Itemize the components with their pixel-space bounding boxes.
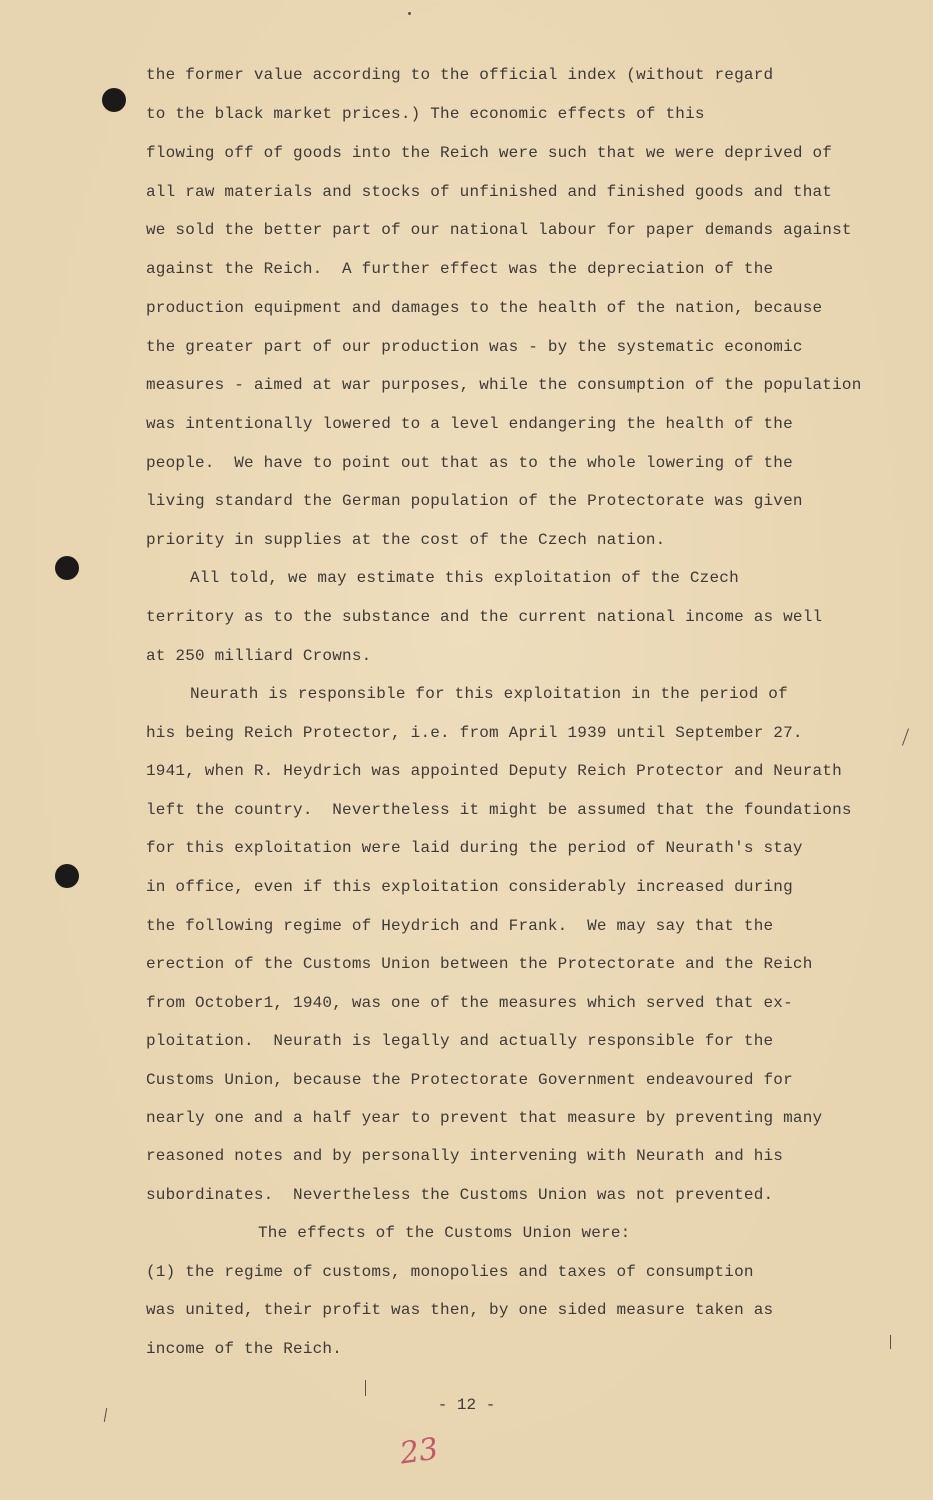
pencil-mark (365, 1380, 366, 1396)
text-line: flowing off of goods into the Reich were such that we were deprived of (146, 144, 833, 162)
handwritten-page-number: 23 (397, 1431, 441, 1472)
text-line: against the Reich. A further effect was the depreciation of the (146, 260, 774, 278)
text-line: to the black market prices.) The economic effects of this (146, 105, 705, 123)
text-line: territory as to the substance and the current national income as well (146, 608, 823, 626)
text-line: the following regime of Heydrich and Frank. We may say that the (146, 917, 774, 935)
text-line: from October1, 1940, was one of the measures which served that ex- (146, 994, 793, 1012)
text-line: priority in supplies at the cost of the Czech nation. (146, 531, 666, 549)
text-line: was intentionally lowered to a level endangering the health of the (146, 415, 793, 433)
punch-hole-middle (55, 556, 79, 580)
text-line: for this exploitation were laid during the period of Neurath's stay (146, 839, 803, 857)
pencil-mark (890, 1335, 891, 1349)
text-line: erection of the Customs Union between the Protectorate and the Reich (146, 955, 813, 973)
text-line: reasoned notes and by personally intervening with Neurath and his (146, 1147, 784, 1165)
page-number: - 12 - (437, 1396, 496, 1414)
text-line: measures - aimed at war purposes, while the consumption of the population (146, 376, 862, 394)
text-line: we sold the better part of our national labour for paper demands against (146, 221, 852, 239)
text-line: his being Reich Protector, i.e. from April 1939 until September 27. (146, 724, 803, 742)
text-line: production equipment and damages to the health of the nation, because (146, 299, 823, 317)
text-line: people. We have to point out that as to the whole lowering of the (146, 454, 793, 472)
text-line: (1) the regime of customs, monopolies and taxes of consumption (146, 1263, 754, 1281)
text-line: living standard the German population of the Protectorate was given (146, 492, 803, 510)
pencil-mark (902, 728, 909, 745)
text-line: was united, their profit was then, by one sided measure taken as (146, 1301, 774, 1319)
text-line: The effects of the Customs Union were: (258, 1224, 631, 1242)
punch-hole-top (102, 88, 126, 112)
text-line: subordinates. Nevertheless the Customs Union was not prevented. (146, 1186, 774, 1204)
text-line: ploitation. Neurath is legally and actually responsible for the (146, 1032, 774, 1050)
text-line: at 250 milliard Crowns. (146, 647, 372, 665)
text-line: left the country. Nevertheless it might be assumed that the foundations (146, 801, 852, 819)
text-line: Customs Union, because the Protectorate Government endeavoured for (146, 1071, 793, 1089)
punch-hole-bottom (55, 864, 79, 888)
text-line: 1941, when R. Heydrich was appointed Deputy Reich Protector and Neurath (146, 762, 842, 780)
text-line: the greater part of our production was - by the systematic economic (146, 338, 803, 356)
text-line: nearly one and a half year to prevent that measure by preventing many (146, 1109, 823, 1127)
text-line: the former value according to the official index (without regard (146, 66, 774, 84)
pencil-mark (408, 12, 411, 15)
text-line: income of the Reich. (146, 1340, 343, 1358)
text-line: All told, we may estimate this exploitation of the Czech (190, 569, 739, 587)
text-line: in office, even if this exploitation considerably increased during (146, 878, 793, 896)
text-line: all raw materials and stocks of unfinished and finished goods and that (146, 183, 833, 201)
text-line: Neurath is responsible for this exploitation in the period of (190, 685, 788, 703)
